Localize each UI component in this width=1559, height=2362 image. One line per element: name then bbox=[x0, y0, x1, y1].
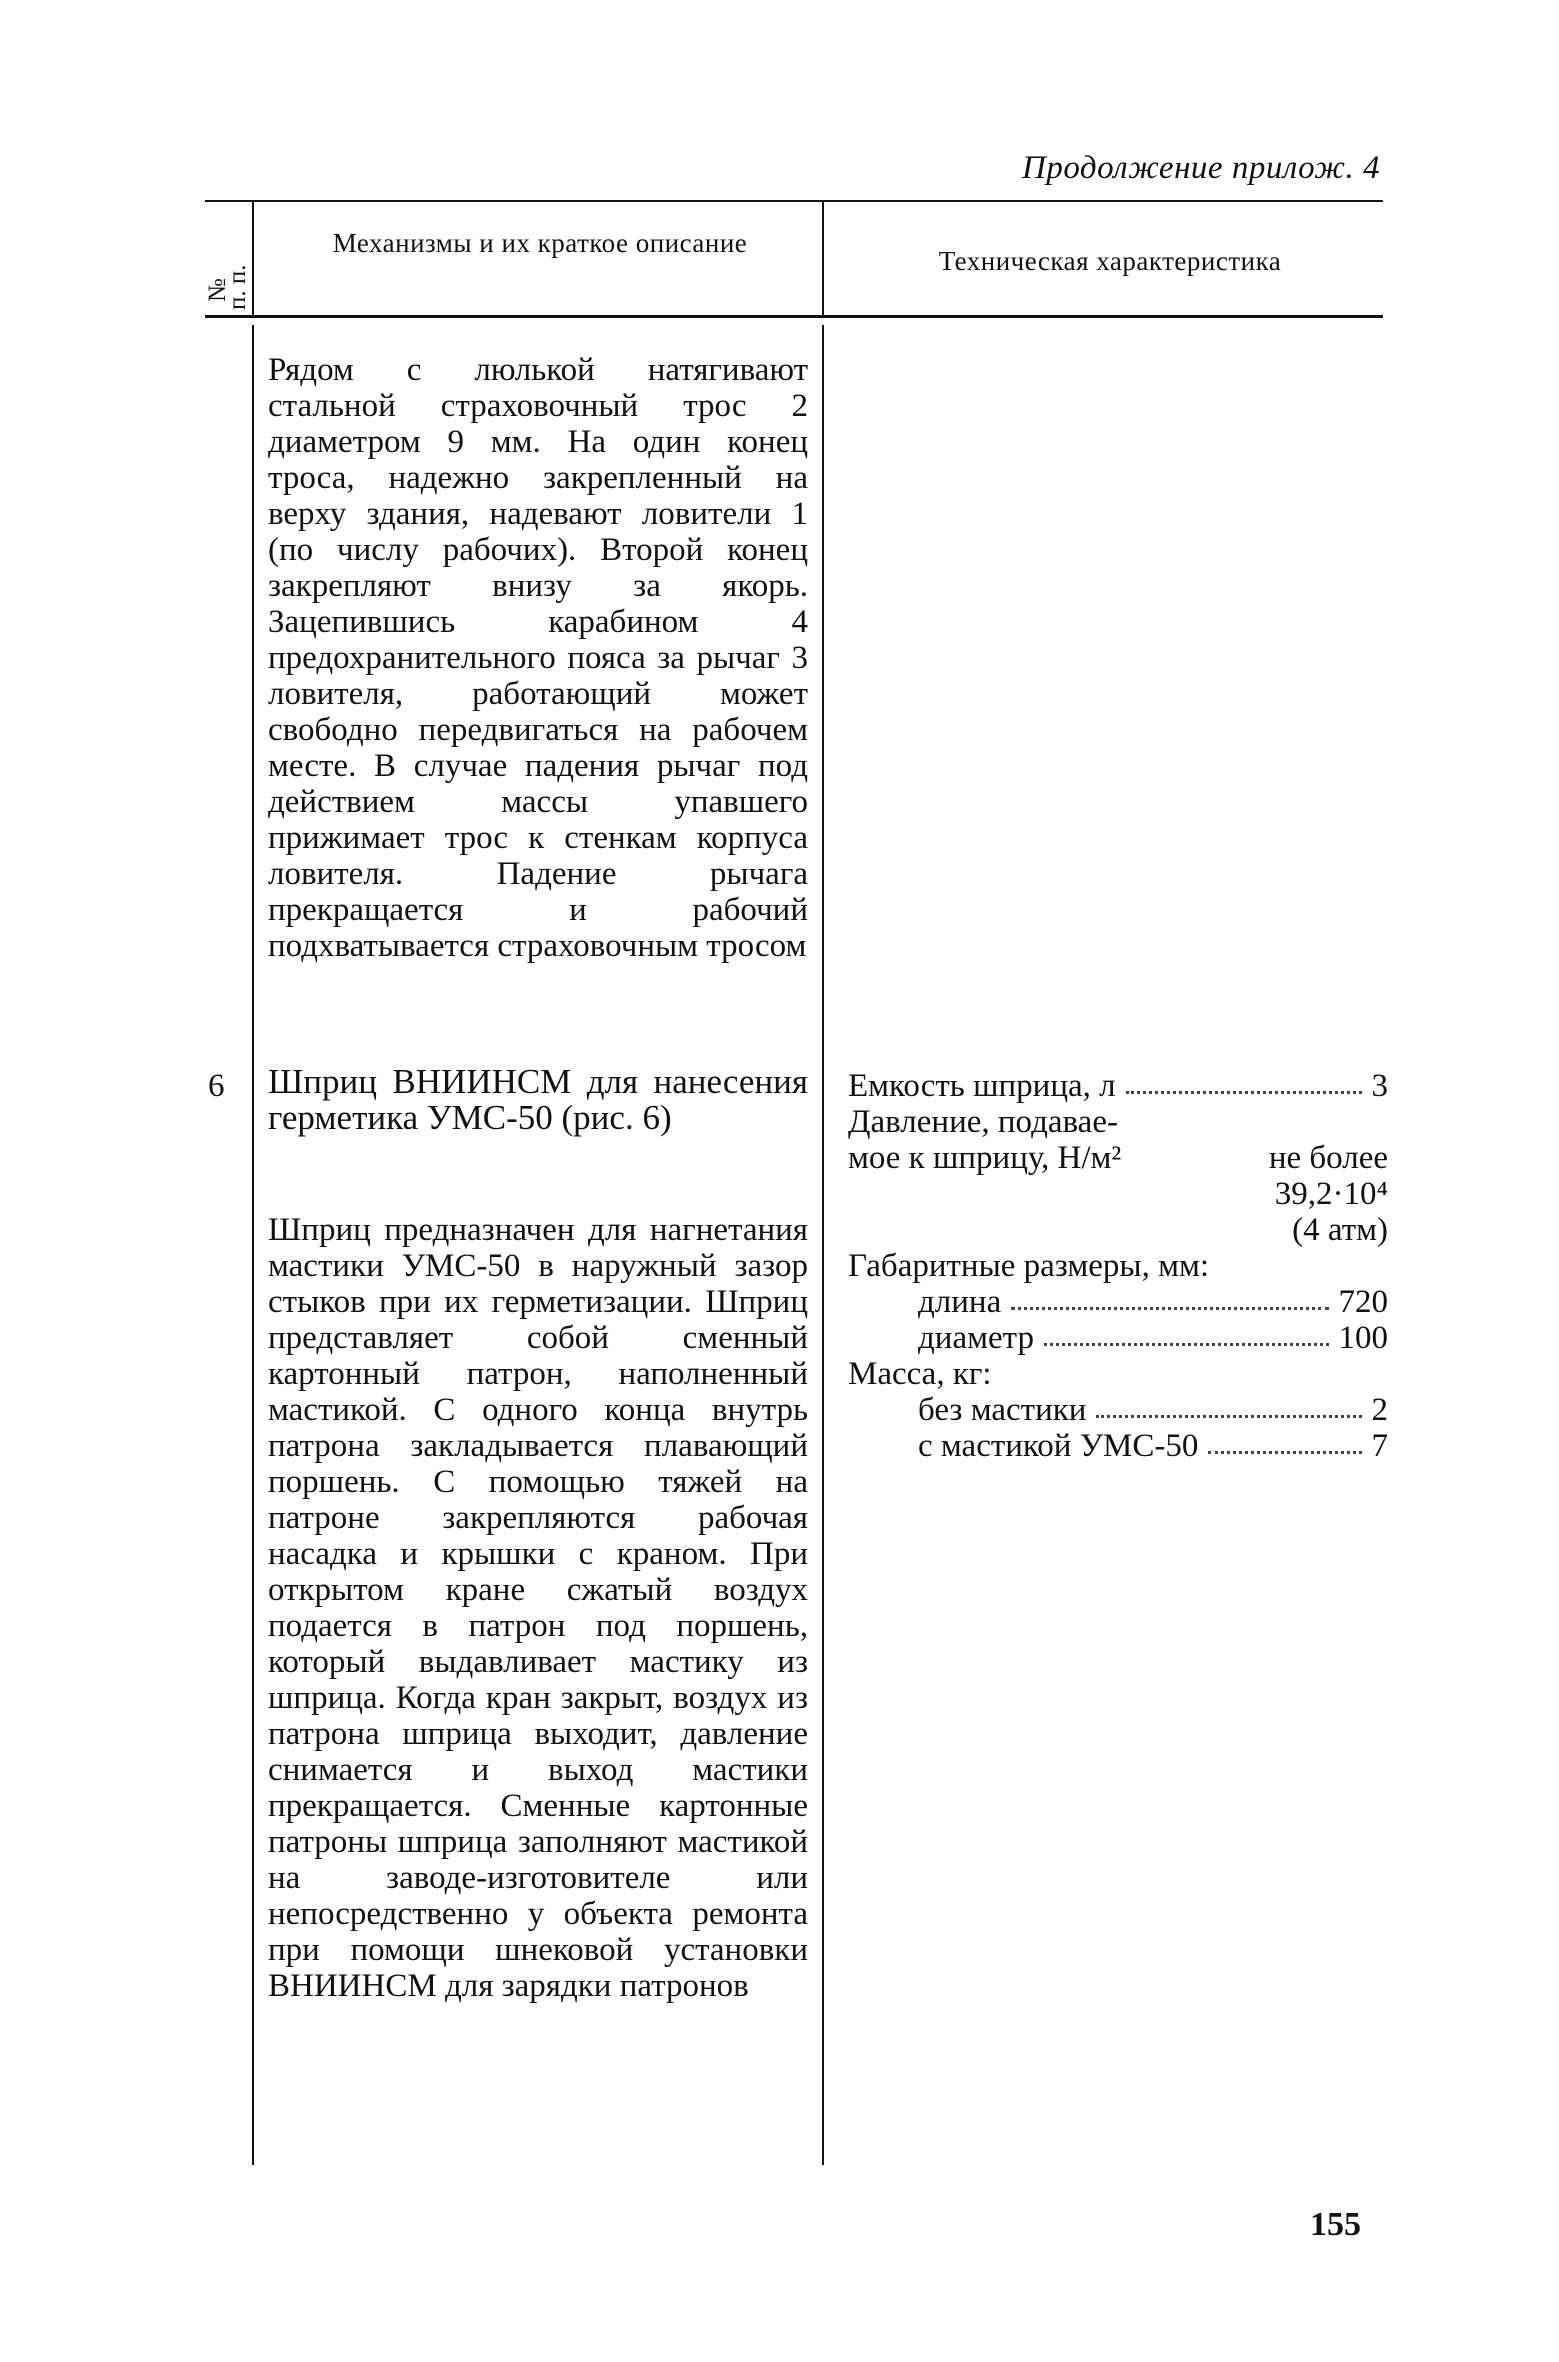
table-header-rule bbox=[205, 315, 1383, 318]
spec-pressure-prefix: не более bbox=[1268, 1140, 1388, 1176]
spec-length-label: длина bbox=[918, 1284, 1002, 1320]
spec-mass-with bbox=[848, 1428, 1388, 1464]
spec-length bbox=[848, 1284, 1388, 1320]
page-number: 155 bbox=[1310, 2206, 1361, 2243]
leader-dots bbox=[1208, 1428, 1361, 1454]
spec-mass-without-value: 2 bbox=[1371, 1392, 1388, 1428]
number-abbrev: п. п. bbox=[224, 264, 251, 310]
spec-dimensions-label: Габаритные размеры, мм: bbox=[848, 1248, 1210, 1284]
row6-description: Шприц предназначен для нагнетания мастики УМС-50 в наружный зазор стыков при их герметизации. Шприц представляет собой сменный картонный патрон, наполненный мастикой. С одного конца внутрь патрона закладывается плавающий поршень. С помощью тяжей на патроне закрепляются рабочая насадка и крышки с краном. При открытом кране сжатый воздух подается в патрон под поршень, который выдавливает мастику из шприца. Когда кран закрыт, воздух из патрона шприца выходит, давление снимается и выход мастики прекращается. Сменные картонные патроны шприца заполняют мастикой на заводе-изготовителе или непосредственно у объекта ремонта при помощи шнековой установки ВНИИНСМ для зарядки патронов bbox=[268, 1212, 808, 2004]
continued-description: Рядом с люлькой натягивают стальной страховочный трос 2 диаметром 9 мм. На один конец троса, надежно закрепленный на верху здания, надевают ловители 1 (по числу рабочих). Второй конец закрепляют внизу за якорь. Зацепившись карабином 4 предохранительного пояса за рычаг 3 ловителя, работающий может свободно передвигаться на рабочем месте. В случае падения рычаг под действием массы упавшего прижимает трос к стенкам корпуса ловителя. Падение рычага прекращается и рабочий подхватывается страховочным тросом bbox=[268, 352, 808, 964]
spec-mass-without bbox=[848, 1392, 1388, 1428]
leader-dots bbox=[1096, 1392, 1361, 1418]
number-sign: № bbox=[204, 278, 231, 302]
spec-pressure-atm: (4 атм) bbox=[1292, 1212, 1388, 1248]
column-divider-2 bbox=[822, 200, 824, 315]
table-top-rule bbox=[205, 200, 1383, 202]
spec-pressure-label-2: мое к шприцу, Н/м² bbox=[848, 1140, 1122, 1176]
spec-mass-label: Масса, кг: bbox=[848, 1356, 992, 1392]
spec-diameter bbox=[848, 1320, 1388, 1356]
column-divider-2-body bbox=[822, 325, 824, 2165]
mechanisms-column-header: Механизмы и их краткое описание bbox=[332, 228, 748, 258]
column-divider-1 bbox=[252, 200, 254, 315]
spec-pressure bbox=[848, 1140, 1388, 1176]
column-divider-1-body bbox=[252, 325, 254, 2165]
spec-capacity bbox=[848, 1068, 1388, 1104]
spec-capacity-label: Емкость шприца, л bbox=[848, 1068, 1116, 1104]
row6-title: Шприц ВНИИНСМ для нанесения герметика УМС-50 (рис. 6) bbox=[268, 1062, 808, 1137]
spec-mass-with-value: 7 bbox=[1371, 1428, 1388, 1464]
leader-dots bbox=[1011, 1284, 1328, 1310]
leader-dots bbox=[1126, 1068, 1362, 1094]
spec-pressure-value: 39,2·10⁴ bbox=[1274, 1176, 1388, 1212]
spec-capacity-value: 3 bbox=[1371, 1068, 1388, 1104]
row-number-6: 6 bbox=[208, 1068, 225, 1104]
spec-diameter-value: 100 bbox=[1338, 1320, 1388, 1356]
page-continuation-title: Продолжение прилож. 4 bbox=[1022, 150, 1380, 186]
number-column-header bbox=[204, 264, 251, 310]
spec-mass-without-label: без мастики bbox=[918, 1392, 1087, 1428]
leader-dots bbox=[1044, 1320, 1329, 1346]
spec-pressure-label-1: Давление, подавае- bbox=[848, 1104, 1118, 1140]
row6-specifications bbox=[848, 1068, 1388, 1464]
characteristics-column-header: Техническая характеристика bbox=[938, 246, 1282, 276]
spec-diameter-label: диаметр bbox=[918, 1320, 1034, 1356]
spec-length-value: 720 bbox=[1338, 1284, 1388, 1320]
spec-mass-with-label: с мастикой УМС-50 bbox=[918, 1428, 1199, 1464]
